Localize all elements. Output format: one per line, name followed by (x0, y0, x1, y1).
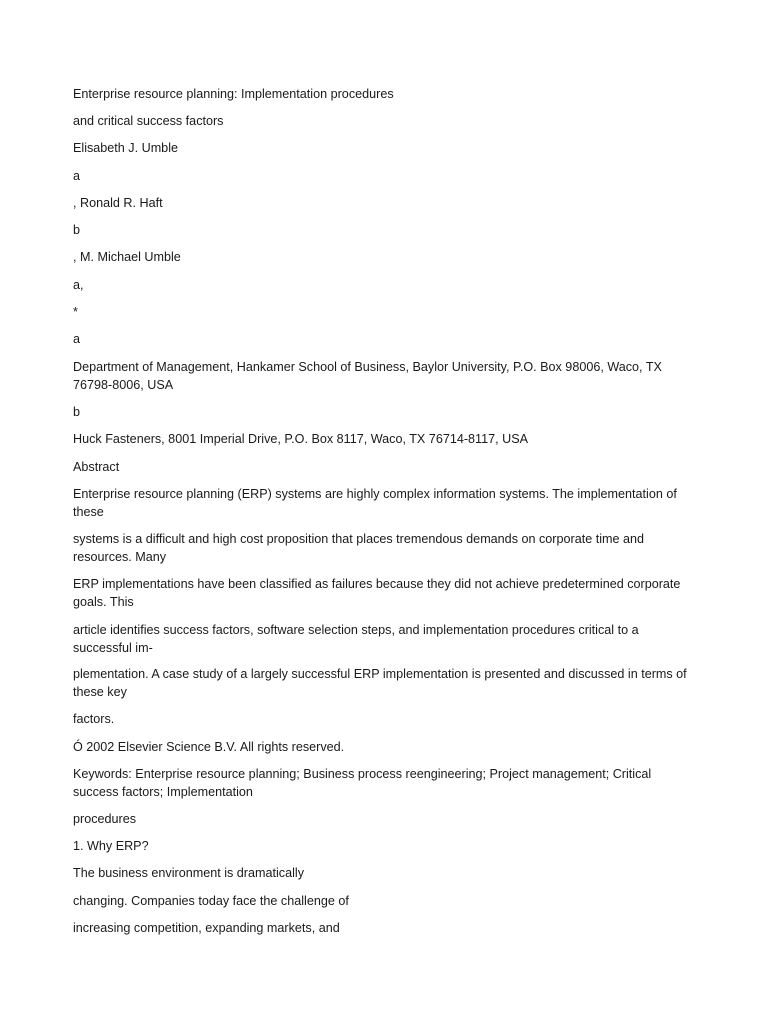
affiliation-a: Department of Management, Hankamer School of Business, Baylor University, P.O. Box 98006, Waco, TX 76798-8006, USA (73, 360, 662, 392)
body-line-1: The business environment is dramatically (73, 866, 304, 880)
abstract-line-3: ERP implementations have been classified as failures because they did not achieve predetermined corporate goals. This (73, 577, 681, 609)
corresponding-mark: * (73, 305, 78, 319)
keywords-line-1: Keywords: Enterprise resource planning; Business process reengineering; Project management; Critical success factors; Implementation (73, 767, 652, 799)
author-3-affil-mark: a, (73, 278, 84, 292)
title-line-2: and critical success factors (73, 114, 224, 128)
body-line-2: changing. Companies today face the challenge of (73, 894, 349, 908)
abstract-line-6: factors. (73, 712, 115, 726)
affiliation-b-mark: b (73, 405, 81, 419)
author-1: Elisabeth J. Umble (73, 141, 178, 155)
abstract-line-5: plementation. A case study of a largely successful ERP implementation is presented and discussed in terms of these key (73, 667, 687, 699)
abstract-line-2: systems is a difficult and high cost proposition that places tremendous demands on corporate time and resources. Many (73, 532, 644, 564)
keywords-line-2: procedures (73, 812, 137, 826)
abstract-line-4: article identifies success factors, software selection steps, and implementation procedures critical to a successful im- (73, 623, 639, 655)
author-2: , Ronald R. Haft (73, 196, 163, 210)
affiliation-b: Huck Fasteners, 8001 Imperial Drive, P.O. Box 8117, Waco, TX 76714-8117, USA (73, 432, 528, 446)
author-2-affil-mark: b (73, 223, 81, 237)
copyright: Ó 2002 Elsevier Science B.V. All rights reserved. (73, 740, 345, 754)
title-line-1: Enterprise resource planning: Implementation procedures (73, 87, 394, 101)
affiliation-a-mark: a (73, 332, 81, 346)
section-heading: 1. Why ERP? (73, 839, 149, 853)
author-3: , M. Michael Umble (73, 250, 181, 264)
abstract-heading: Abstract (73, 460, 120, 474)
body-line-3: increasing competition, expanding markets, and (73, 921, 340, 935)
author-1-affil-mark: a (73, 169, 81, 183)
abstract-line-1: Enterprise resource planning (ERP) systems are highly complex information systems. The implementation of these (73, 487, 677, 519)
